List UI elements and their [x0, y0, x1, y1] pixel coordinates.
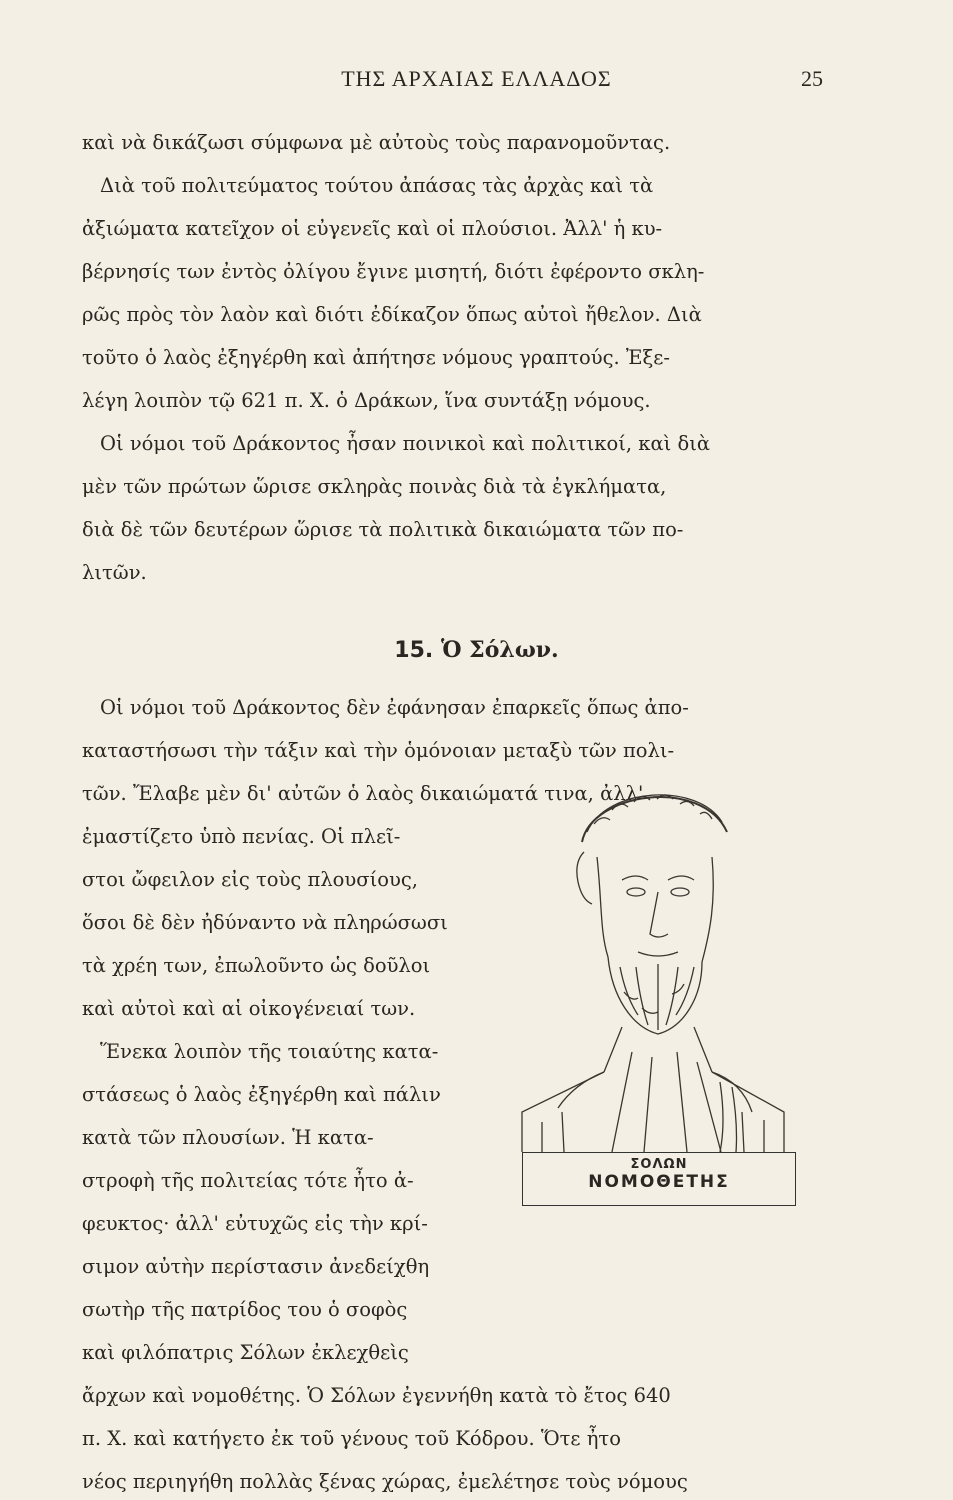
text-line: Οἱ νόμοι τοῦ Δράκοντος ἦσαν ποινικοὶ καὶ πολιτικοί, καὶ διὰ — [100, 432, 711, 455]
text-line: φευκτος· ἀλλ' εὐτυχῶς εἰς τὴν κρί- — [82, 1212, 428, 1235]
text-line: ὅσοι δὲ δὲν ἠδύναντο νὰ πληρώσωσι — [82, 911, 448, 934]
text-line: διὰ δὲ τῶν δευτέρων ὥρισε τὰ πολιτικὰ δικαιώματα τῶν πο- — [82, 518, 684, 541]
caption-name: ΣΟΛΩΝ — [630, 1157, 688, 1172]
bust-engraving — [512, 752, 794, 1152]
text-line: τὰ χρέη των, ἐπωλοῦντο ὡς δοῦλοι — [82, 954, 431, 977]
text-line: ἐμαστίζετο ὑπὸ πενίας. Οἱ πλεῖ- — [82, 825, 401, 848]
text-line: π. Χ. καὶ κατήγετο ἐκ τοῦ γένους τοῦ Κόδρου. Ὅτε ἦτο — [82, 1427, 621, 1450]
text-line: νέος περιηγήθη πολλὰς ξένας χώρας, ἐμελέτησε τοὺς νόμους — [82, 1470, 688, 1493]
text-line: μὲν τῶν πρώτων ὥρισε σκληρὰς ποινὰς διὰ τὰ ἐγκλήματα, — [82, 475, 667, 498]
text-line: σωτὴρ τῆς πατρίδος του ὁ σοφὸς — [82, 1298, 408, 1321]
text-line: βέρνησίς των ἐντὸς ὀλίγου ἔγινε μισητή, διότι ἐφέροντο σκλη- — [82, 260, 705, 283]
text-line: καὶ αὐτοὶ καὶ αἱ οἰκογένειαί των. — [82, 997, 416, 1020]
text-line: Διὰ τοῦ πολιτεύματος τούτου ἀπάσας τὰς ἀρχὰς καὶ τὰ — [100, 174, 654, 197]
section-title: Ὁ Σόλων. — [440, 637, 559, 663]
page-header — [0, 66, 953, 96]
text-line: καὶ νὰ δικάζωσι σύμφωνα μὲ αὐτοὺς τοὺς παρανομοῦντας. — [82, 131, 671, 154]
text-line: ρῶς πρὸς τὸν λαὸν καὶ διότι ἐδίκαζον ὅπως αὐτοὶ ἤθελον. Διὰ — [82, 303, 702, 326]
solon-bust-illustration — [512, 752, 794, 1212]
text-line: σιμον αὐτὴν περίστασιν ἀνεδείχθη — [82, 1255, 430, 1278]
text-line: ἄρχων καὶ νομοθέτης. Ὁ Σόλων ἐγεννήθη κατὰ τὸ ἔτος 640 — [82, 1384, 671, 1407]
text-line: ἀξιώματα κατεῖχον οἱ εὐγενεῖς καὶ οἱ πλούσιοι. Ἀλλ' ἡ κυ- — [82, 217, 663, 240]
section-heading — [0, 635, 953, 666]
text-line: λέγη λοιπὸν τῷ 621 π. Χ. ὁ Δράκων, ἵνα συντάξῃ νόμους. — [82, 389, 651, 412]
text-line: καὶ φιλόπατρις Σόλων ἐκλεχθεὶς — [82, 1341, 409, 1364]
figure-caption — [522, 1152, 796, 1206]
text-line: τῶν. Ἔλαβε μὲν δι' αὐτῶν ὁ λαὸς δικαιώματά τινα, ἀλλ' — [82, 782, 644, 805]
page-number: 25 — [801, 66, 823, 91]
text-line: Οἱ νόμοι τοῦ Δράκοντος δὲν ἐφάνησαν ἐπαρκεῖς ὅπως ἀπο- — [100, 696, 689, 719]
text-line: Ἕνεκα λοιπὸν τῆς τοιαύτης κατα- — [100, 1040, 439, 1063]
text-line: κατὰ τῶν πλουσίων. Ἡ κατα- — [82, 1126, 374, 1149]
text-line: τοῦτο ὁ λαὸς ἐξηγέρθη καὶ ἀπήτησε νόμους γραπτούς. Ἐξε- — [82, 346, 670, 369]
text-line: στροφὴ τῆς πολιτείας τότε ἦτο ἀ- — [82, 1169, 414, 1192]
text-line: λιτῶν. — [82, 561, 147, 584]
text-line: στάσεως ὁ λαὸς ἐξηγέρθη καὶ πάλιν — [82, 1083, 441, 1106]
running-title: ΤΗΣ ΑΡΧΑΙΑΣ ΕΛΛΑΔΟΣ — [341, 66, 612, 91]
text-line: καταστήσωσι τὴν τάξιν καὶ τὴν ὁμόνοιαν μεταξὺ τῶν πολι- — [82, 739, 675, 762]
caption-subtitle: ΝΟΜΟΘΕΤΗΣ — [588, 1172, 730, 1192]
text-line: στοι ὤφειλον εἰς τοὺς πλουσίους, — [82, 868, 418, 891]
section-number: 15. — [394, 638, 434, 663]
